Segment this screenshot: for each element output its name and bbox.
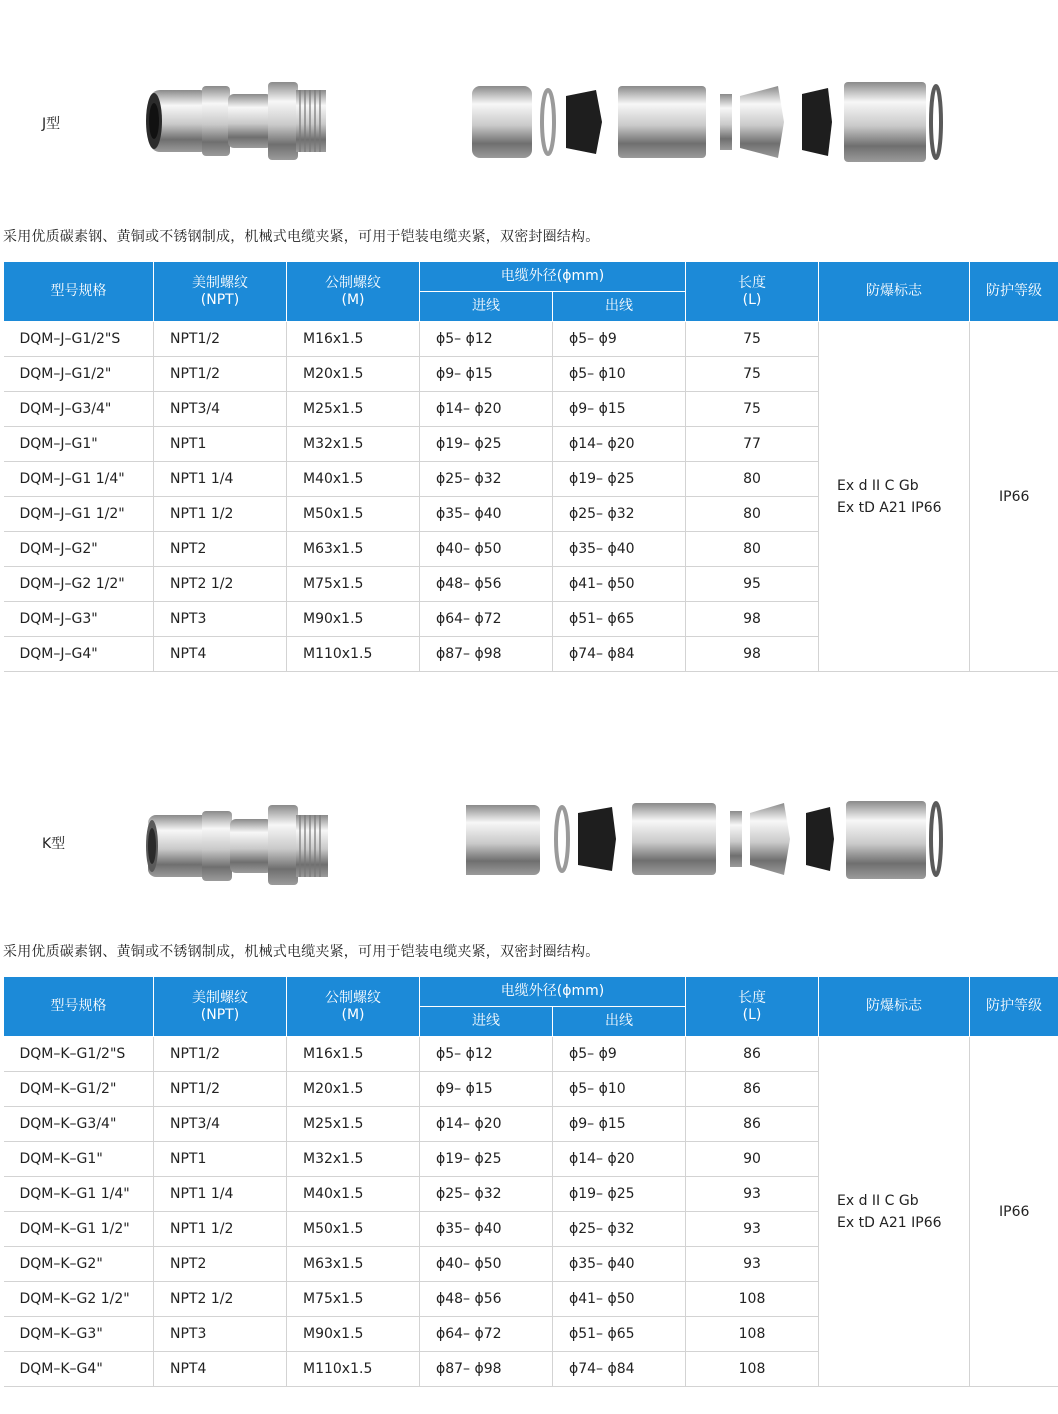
cell-inlet: ϕ14– ϕ20 [420, 1107, 553, 1142]
cell-inlet: ϕ25– ϕ32 [420, 462, 553, 497]
cell-outlet: ϕ35– ϕ40 [553, 1247, 686, 1282]
cell-npt: NPT3 [154, 1317, 287, 1352]
cell-npt: NPT2 [154, 532, 287, 567]
header-length: 长度 (L) [686, 977, 819, 1037]
header-model: 型号规格 [4, 977, 154, 1037]
cell-outlet: ϕ5– ϕ10 [553, 357, 686, 392]
cell-length: 86 [686, 1037, 819, 1072]
cell-inlet: ϕ48– ϕ56 [420, 567, 553, 602]
cell-metric: M63x1.5 [287, 1247, 420, 1282]
header-outlet: 出线 [553, 292, 686, 322]
cell-inlet: ϕ35– ϕ40 [420, 497, 553, 532]
cell-metric: M32x1.5 [287, 1142, 420, 1177]
cell-model: DQM–K–G2 1/2" [4, 1282, 154, 1317]
cell-model: DQM–K–G2" [4, 1247, 154, 1282]
cell-inlet: ϕ25– ϕ32 [420, 1177, 553, 1212]
cell-inlet: ϕ9– ϕ15 [420, 1072, 553, 1107]
header-ex-mark: 防爆标志 [819, 977, 970, 1037]
cell-npt: NPT1/2 [154, 357, 287, 392]
cell-outlet: ϕ9– ϕ15 [553, 392, 686, 427]
cell-inlet: ϕ19– ϕ25 [420, 427, 553, 462]
cell-inlet: ϕ14– ϕ20 [420, 392, 553, 427]
cell-model: DQM–K–G3/4" [4, 1107, 154, 1142]
cell-metric: M32x1.5 [287, 427, 420, 462]
cell-model: DQM–K–G1/2"S [4, 1037, 154, 1072]
cell-outlet: ϕ74– ϕ84 [553, 1352, 686, 1387]
cell-outlet: ϕ41– ϕ50 [553, 567, 686, 602]
header-ip: 防护等级 [970, 262, 1058, 322]
cell-outlet: ϕ51– ϕ65 [553, 602, 686, 637]
cell-npt: NPT1 1/4 [154, 1177, 287, 1212]
cell-outlet: ϕ5– ϕ10 [553, 1072, 686, 1107]
product-description: 采用优质碳素钢、黄铜或不锈钢制成，机械式电缆夹紧，可用于铠装电缆夹紧，双密封圈结构。 [3, 944, 600, 960]
cell-inlet: ϕ48– ϕ56 [420, 1282, 553, 1317]
cell-npt: NPT1 1/2 [154, 497, 287, 532]
cell-length: 77 [686, 427, 819, 462]
cell-inlet: ϕ5– ϕ12 [420, 1037, 553, 1072]
spec-table [3, 261, 1058, 672]
cell-outlet: ϕ74– ϕ84 [553, 637, 686, 672]
cell-outlet: ϕ19– ϕ25 [553, 1177, 686, 1212]
cell-model: DQM–K–G3" [4, 1317, 154, 1352]
header-length: 长度 (L) [686, 262, 819, 322]
cell-inlet: ϕ87– ϕ98 [420, 637, 553, 672]
cell-inlet: ϕ5– ϕ12 [420, 322, 553, 357]
cell-length: 80 [686, 497, 819, 532]
exploded-parts-photo [466, 791, 956, 891]
cell-outlet: ϕ5– ϕ9 [553, 1037, 686, 1072]
cell-npt: NPT3/4 [154, 1107, 287, 1142]
cell-metric: M40x1.5 [287, 462, 420, 497]
cell-model: DQM–J–G3/4" [4, 392, 154, 427]
cell-model: DQM–J–G1 1/2" [4, 497, 154, 532]
cell-npt: NPT1 1/2 [154, 1212, 287, 1247]
header-inlet: 进线 [420, 1007, 553, 1037]
cell-outlet: ϕ25– ϕ32 [553, 497, 686, 532]
cell-metric: M20x1.5 [287, 357, 420, 392]
cell-model: DQM–J–G3" [4, 602, 154, 637]
cell-npt: NPT2 [154, 1247, 287, 1282]
cell-metric: M63x1.5 [287, 532, 420, 567]
header-npt: 美制螺纹 (NPT) [154, 262, 287, 322]
cell-length: 86 [686, 1072, 819, 1107]
cell-metric: M50x1.5 [287, 497, 420, 532]
table-row [4, 1037, 1058, 1072]
cell-length: 93 [686, 1247, 819, 1282]
cell-npt: NPT4 [154, 1352, 287, 1387]
cell-ip: IP66 [970, 322, 1058, 672]
cell-outlet: ϕ41– ϕ50 [553, 1282, 686, 1317]
cell-npt: NPT1/2 [154, 1072, 287, 1107]
cell-model: DQM–K–G1 1/4" [4, 1177, 154, 1212]
cell-length: 108 [686, 1282, 819, 1317]
cell-npt: NPT2 1/2 [154, 1282, 287, 1317]
cell-model: DQM–K–G1" [4, 1142, 154, 1177]
table-row [4, 322, 1058, 357]
cell-outlet: ϕ14– ϕ20 [553, 427, 686, 462]
cell-metric: M110x1.5 [287, 637, 420, 672]
cell-length: 80 [686, 532, 819, 567]
cell-npt: NPT1/2 [154, 1037, 287, 1072]
assembled-gland-photo [140, 66, 340, 176]
cell-model: DQM–J–G1 1/4" [4, 462, 154, 497]
cell-inlet: ϕ64– ϕ72 [420, 602, 553, 637]
cell-npt: NPT3 [154, 602, 287, 637]
cell-model: DQM–K–G4" [4, 1352, 154, 1387]
header-npt: 美制螺纹 (NPT) [154, 977, 287, 1037]
cell-length: 75 [686, 322, 819, 357]
cell-length: 98 [686, 602, 819, 637]
cell-length: 86 [686, 1107, 819, 1142]
cell-outlet: ϕ5– ϕ9 [553, 322, 686, 357]
cell-npt: NPT1 1/4 [154, 462, 287, 497]
cell-npt: NPT1 [154, 1142, 287, 1177]
header-outlet: 出线 [553, 1007, 686, 1037]
section-k [0, 715, 1058, 1414]
cell-length: 108 [686, 1352, 819, 1387]
header-metric: 公制螺纹 (M) [287, 262, 420, 322]
cell-npt: NPT1/2 [154, 322, 287, 357]
cell-npt: NPT2 1/2 [154, 567, 287, 602]
cell-inlet: ϕ35– ϕ40 [420, 1212, 553, 1247]
cell-length: 95 [686, 567, 819, 602]
header-cable-od: 电缆外径(ϕmm) [420, 977, 686, 1007]
header-ex-mark: 防爆标志 [819, 262, 970, 322]
cell-metric: M25x1.5 [287, 1107, 420, 1142]
cell-outlet: ϕ19– ϕ25 [553, 462, 686, 497]
exploded-parts-photo [466, 74, 956, 174]
cell-length: 93 [686, 1212, 819, 1247]
section-j [0, 0, 1058, 700]
cell-length: 108 [686, 1317, 819, 1352]
cell-metric: M90x1.5 [287, 602, 420, 637]
cell-npt: NPT4 [154, 637, 287, 672]
cell-model: DQM–J–G1/2"S [4, 322, 154, 357]
cell-outlet: ϕ25– ϕ32 [553, 1212, 686, 1247]
cell-metric: M90x1.5 [287, 1317, 420, 1352]
cell-length: 75 [686, 392, 819, 427]
cell-inlet: ϕ9– ϕ15 [420, 357, 553, 392]
cell-length: 75 [686, 357, 819, 392]
header-ip: 防护等级 [970, 977, 1058, 1037]
cell-inlet: ϕ64– ϕ72 [420, 1317, 553, 1352]
cell-model: DQM–J–G1/2" [4, 357, 154, 392]
header-cable-od: 电缆外径(ϕmm) [420, 262, 686, 292]
cell-model: DQM–K–G1/2" [4, 1072, 154, 1107]
header-metric: 公制螺纹 (M) [287, 977, 420, 1037]
cell-inlet: ϕ87– ϕ98 [420, 1352, 553, 1387]
cell-ex-mark: Ex d II C Gb Ex tD A21 IP66 [819, 322, 970, 672]
cell-metric: M25x1.5 [287, 392, 420, 427]
cell-model: DQM–J–G4" [4, 637, 154, 672]
type-label: J型 [42, 116, 61, 132]
cell-length: 80 [686, 462, 819, 497]
product-description: 采用优质碳素钢、黄铜或不锈钢制成，机械式电缆夹紧，可用于铠装电缆夹紧，双密封圈结构。 [3, 229, 600, 245]
cell-length: 98 [686, 637, 819, 672]
cell-metric: M20x1.5 [287, 1072, 420, 1107]
header-model: 型号规格 [4, 262, 154, 322]
cell-metric: M16x1.5 [287, 322, 420, 357]
cell-model: DQM–J–G2" [4, 532, 154, 567]
cell-model: DQM–J–G1" [4, 427, 154, 462]
cell-outlet: ϕ14– ϕ20 [553, 1142, 686, 1177]
cell-length: 93 [686, 1177, 819, 1212]
cell-ip: IP66 [970, 1037, 1058, 1387]
cell-inlet: ϕ19– ϕ25 [420, 1142, 553, 1177]
cell-metric: M16x1.5 [287, 1037, 420, 1072]
assembled-gland-photo [140, 793, 340, 893]
cell-model: DQM–K–G1 1/2" [4, 1212, 154, 1247]
cell-metric: M75x1.5 [287, 1282, 420, 1317]
cell-outlet: ϕ35– ϕ40 [553, 532, 686, 567]
cell-ex-mark: Ex d II C Gb Ex tD A21 IP66 [819, 1037, 970, 1387]
cell-outlet: ϕ9– ϕ15 [553, 1107, 686, 1142]
cell-inlet: ϕ40– ϕ50 [420, 1247, 553, 1282]
header-inlet: 进线 [420, 292, 553, 322]
type-label: K型 [42, 836, 66, 852]
cell-npt: NPT3/4 [154, 392, 287, 427]
cell-metric: M50x1.5 [287, 1212, 420, 1247]
spec-table [3, 976, 1058, 1387]
cell-metric: M110x1.5 [287, 1352, 420, 1387]
cell-length: 90 [686, 1142, 819, 1177]
cell-metric: M75x1.5 [287, 567, 420, 602]
cell-outlet: ϕ51– ϕ65 [553, 1317, 686, 1352]
cell-metric: M40x1.5 [287, 1177, 420, 1212]
cell-npt: NPT1 [154, 427, 287, 462]
cell-model: DQM–J–G2 1/2" [4, 567, 154, 602]
cell-inlet: ϕ40– ϕ50 [420, 532, 553, 567]
